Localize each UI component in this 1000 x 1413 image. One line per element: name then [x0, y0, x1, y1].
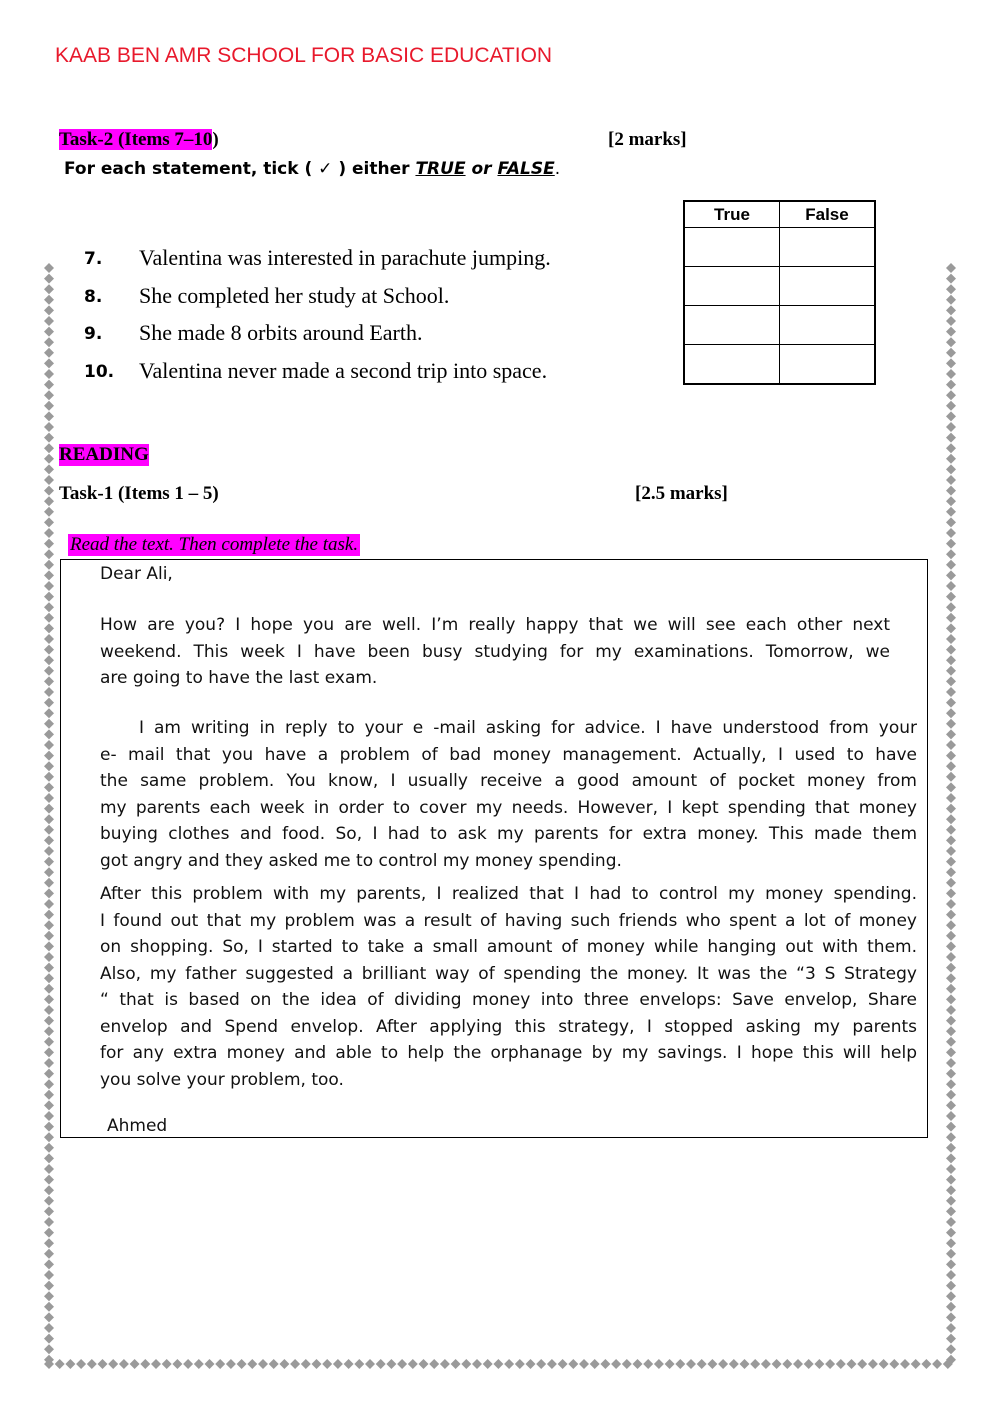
- tick-cell-10-true[interactable]: [684, 345, 780, 385]
- letter-line: How are you? I hope you are well. I’m really happy that we will see each other next: [100, 615, 890, 635]
- task2-heading-close: ): [212, 129, 219, 150]
- instruction-false: FALSE: [497, 159, 555, 179]
- task2-heading-highlight: Task-2 (Items 7–10: [59, 129, 213, 150]
- letter-line: got angry and they asked me to control my money spending.: [100, 850, 622, 871]
- item-number: 10.: [84, 362, 115, 382]
- letter-line: you solve your problem, too.: [100, 1069, 344, 1090]
- letter-line: are going to have the last exam.: [100, 668, 378, 688]
- letter-line: I am writing in reply to your e -mail asking for advice. I have understood from your: [139, 718, 917, 738]
- tick-cell-9-true[interactable]: [684, 306, 780, 345]
- tick-cell-8-false[interactable]: [780, 267, 876, 306]
- task2-instruction: [64, 159, 560, 179]
- reading-instruction: Read the text. Then complete the task.: [70, 534, 359, 555]
- letter-paragraph-3: [100, 881, 917, 1093]
- tick-cell-10-false[interactable]: [780, 345, 876, 385]
- letter-greeting: Dear Ali,: [100, 564, 173, 584]
- reading-label: READING: [59, 444, 149, 465]
- tick-cell-7-true[interactable]: [684, 228, 780, 267]
- item-statement: Valentina was interested in parachute jumping.: [139, 245, 551, 270]
- letter-paragraph-1: [100, 612, 890, 692]
- letter-line: the same problem. You know, I usually receive a good amount of pocket money from: [100, 771, 917, 791]
- true-false-table: [683, 200, 876, 385]
- letter-line: my parents each week in order to cover my needs. However, I kept spending that money: [100, 797, 917, 818]
- letter-line: e- mail that you have a problem of bad money management. Actually, I used to have: [100, 744, 917, 765]
- instruction-true: TRUE: [415, 159, 466, 179]
- letter-line: on shopping. So, I started to take a small amount of money while hanging out with them.: [100, 937, 917, 957]
- item-number: 8.: [84, 287, 103, 307]
- reading-task-heading: Task-1 (Items 1 – 5): [59, 483, 219, 504]
- instruction-or: or: [465, 159, 498, 179]
- tick-cell-8-true[interactable]: [684, 267, 780, 306]
- item-number: 7.: [84, 249, 103, 269]
- letter-line: envelop and Spend envelop. After applying this strategy, I stopped asking my parents: [100, 1016, 917, 1037]
- letter-line: weekend. This week I have been busy studying for my examinations. Tomorrow, we: [100, 641, 890, 662]
- true-header: True: [684, 201, 780, 228]
- letter-paragraph-2: [100, 715, 917, 874]
- tick-cell-7-false[interactable]: [780, 228, 876, 267]
- reading-marks: [2.5 marks]: [635, 483, 728, 504]
- item-number: 9.: [84, 324, 103, 344]
- school-name: KAAB BEN AMR SCHOOL FOR BASIC EDUCATION: [55, 44, 553, 67]
- item-statement: Valentina never made a second trip into space.: [139, 358, 548, 383]
- task2-heading: [59, 129, 219, 151]
- letter-line: buying clothes and food. So, I had to ask my parents for extra money. This made them: [100, 824, 917, 844]
- letter-line: “ that is based on the idea of dividing money into three envelops: Save envelop, Share: [100, 990, 917, 1010]
- tick-cell-9-false[interactable]: [780, 306, 876, 345]
- item-statement: She made 8 orbits around Earth.: [139, 320, 423, 345]
- false-header: False: [780, 201, 876, 228]
- instruction-end: .: [554, 159, 561, 179]
- letter-line: I found out that my problem was a result of having such friends who spent a lot of money: [100, 910, 917, 931]
- instruction-text: For each statement, tick ( ✓ ) either: [64, 159, 416, 179]
- task2-marks: [2 marks]: [608, 129, 687, 150]
- letter-box: [60, 559, 928, 1138]
- item-statement: She completed her study at School.: [139, 283, 450, 308]
- letter-line: for any extra money and able to help the orphanage by my savings. I hope this will help: [100, 1043, 917, 1063]
- letter-line: After this problem with my parents, I realized that I had to control my money spending.: [100, 884, 917, 904]
- letter-signature: Ahmed: [107, 1116, 168, 1136]
- letter-line: Also, my father suggested a brilliant way of spending the money. It was the “3 S Strategy: [100, 963, 917, 984]
